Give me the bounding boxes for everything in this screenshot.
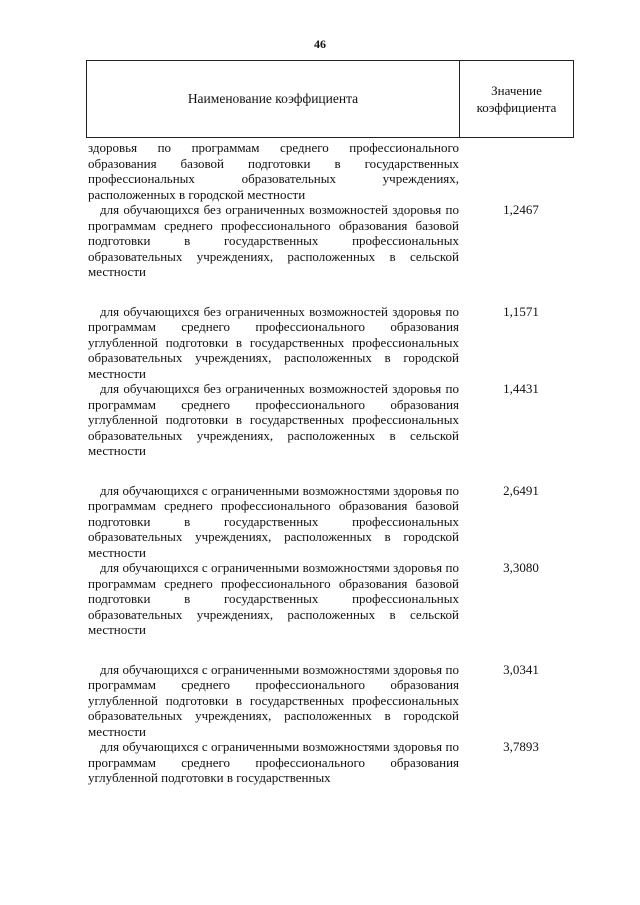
- row-value: 1,2467: [503, 202, 539, 217]
- table-header: [86, 60, 574, 138]
- header-value-label-line1: Значение: [491, 83, 542, 98]
- row-value: 2,6491: [503, 482, 539, 498]
- header-value-column: [460, 61, 573, 137]
- row-value: 3,3080: [503, 560, 539, 575]
- table-body: [88, 140, 578, 786]
- table-row: [88, 662, 578, 740]
- row-text: для обучающихся с ограниченными возможностями здоровья по программам среднего профессионального образования базовой подготовки в государственных профессиональных образовательных учреждениях, расположенных в городской местности: [88, 482, 459, 560]
- row-value: 3,0341: [503, 661, 539, 677]
- table-row: [88, 202, 578, 280]
- table-row: [88, 140, 578, 202]
- row-text: для обучающихся с ограниченными возможностями здоровья по программам среднего профессионального образования углубленной подготовки в государственных профессиональных образовательных учреждениях, расположенных в городской местности: [88, 661, 459, 739]
- row-gap: [88, 280, 578, 304]
- row-text: здоровья по программам среднего профессионального образования базовой подготовки в государственных профессиональных образовательных учреждениях, расположенных в городской местности: [88, 140, 459, 202]
- header-value-label-line2: коэффициента: [476, 100, 557, 115]
- row-value: 1,1571: [503, 303, 539, 319]
- row-text: для обучающихся без ограниченных возможностей здоровья по программам среднего профессионального образования углубленной подготовки в государственных профессиональных образовательных учреждениях, расположенных в сельской местности: [88, 381, 459, 458]
- row-gap: [88, 459, 578, 483]
- row-value: 3,7893: [503, 739, 539, 754]
- row-text: для обучающихся с ограниченными возможностями здоровья по программам среднего профессионального образования углубленной подготовки в государственных: [88, 739, 459, 785]
- row-gap: [88, 638, 578, 662]
- row-text: для обучающихся без ограниченных возможностей здоровья по программам среднего профессионального образования базовой подготовки в государственных профессиональных образовательных учреждениях, расположенных в сельской местности: [88, 202, 459, 279]
- row-value: 1,4431: [503, 381, 539, 396]
- row-text: для обучающихся с ограниченными возможностями здоровья по программам среднего профессионального образования базовой подготовки в государственных профессиональных образовательных учреждениях, расположенных в сельской местности: [88, 560, 459, 637]
- table-row: [88, 483, 578, 561]
- page-number: 46: [314, 37, 326, 51]
- table-row: [88, 560, 578, 638]
- header-name-column: Наименование коэффициента: [187, 91, 359, 106]
- table-row: [88, 381, 578, 459]
- table-row: [88, 739, 578, 786]
- row-text: для обучающихся без ограниченных возможностей здоровья по программам среднего профессионального образования углубленной подготовки в государственных профессиональных образовательных учреждениях, расположенных в городской местности: [88, 303, 459, 381]
- table-row: [88, 304, 578, 382]
